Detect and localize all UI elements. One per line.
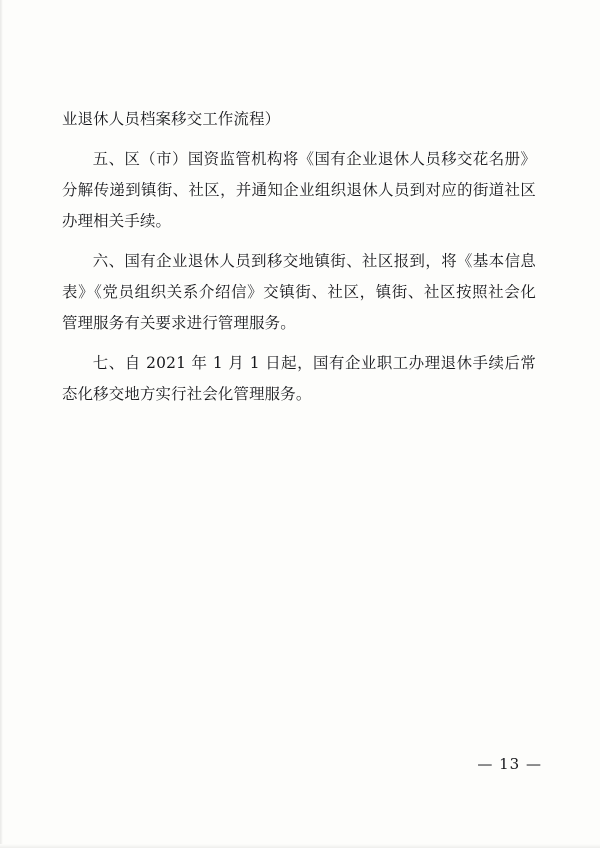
paragraph-continuation: 业退休人员档案移交工作流程） <box>62 110 281 128</box>
paragraph-item-six: 六、国有企业退休人员到移交地镇街、社区报到，将《基本信息表》《党员组织关系介绍信》交镇街、社区，镇街、社区按照社会化管理服务有关要求进行管理服务。 <box>62 252 536 332</box>
paragraph-item-five: 五、区（市）国资监管机构将《国有企业退休人员移交花名册》分解传递到镇街、社区，并通知企业组织退休人员到对应的街道社区办理相关手续。 <box>62 150 536 230</box>
page-number: — 13 — <box>477 755 542 773</box>
page-edge-shadow-bottom <box>0 844 600 848</box>
page-edge-shadow-left <box>0 0 3 848</box>
paragraph-item-seven: 七、自 2021 年 1 月 1 日起，国有企业职工办理退休手续后常态化移交地方实行社会化管理服务。 <box>62 354 536 403</box>
document-body <box>62 104 536 419</box>
